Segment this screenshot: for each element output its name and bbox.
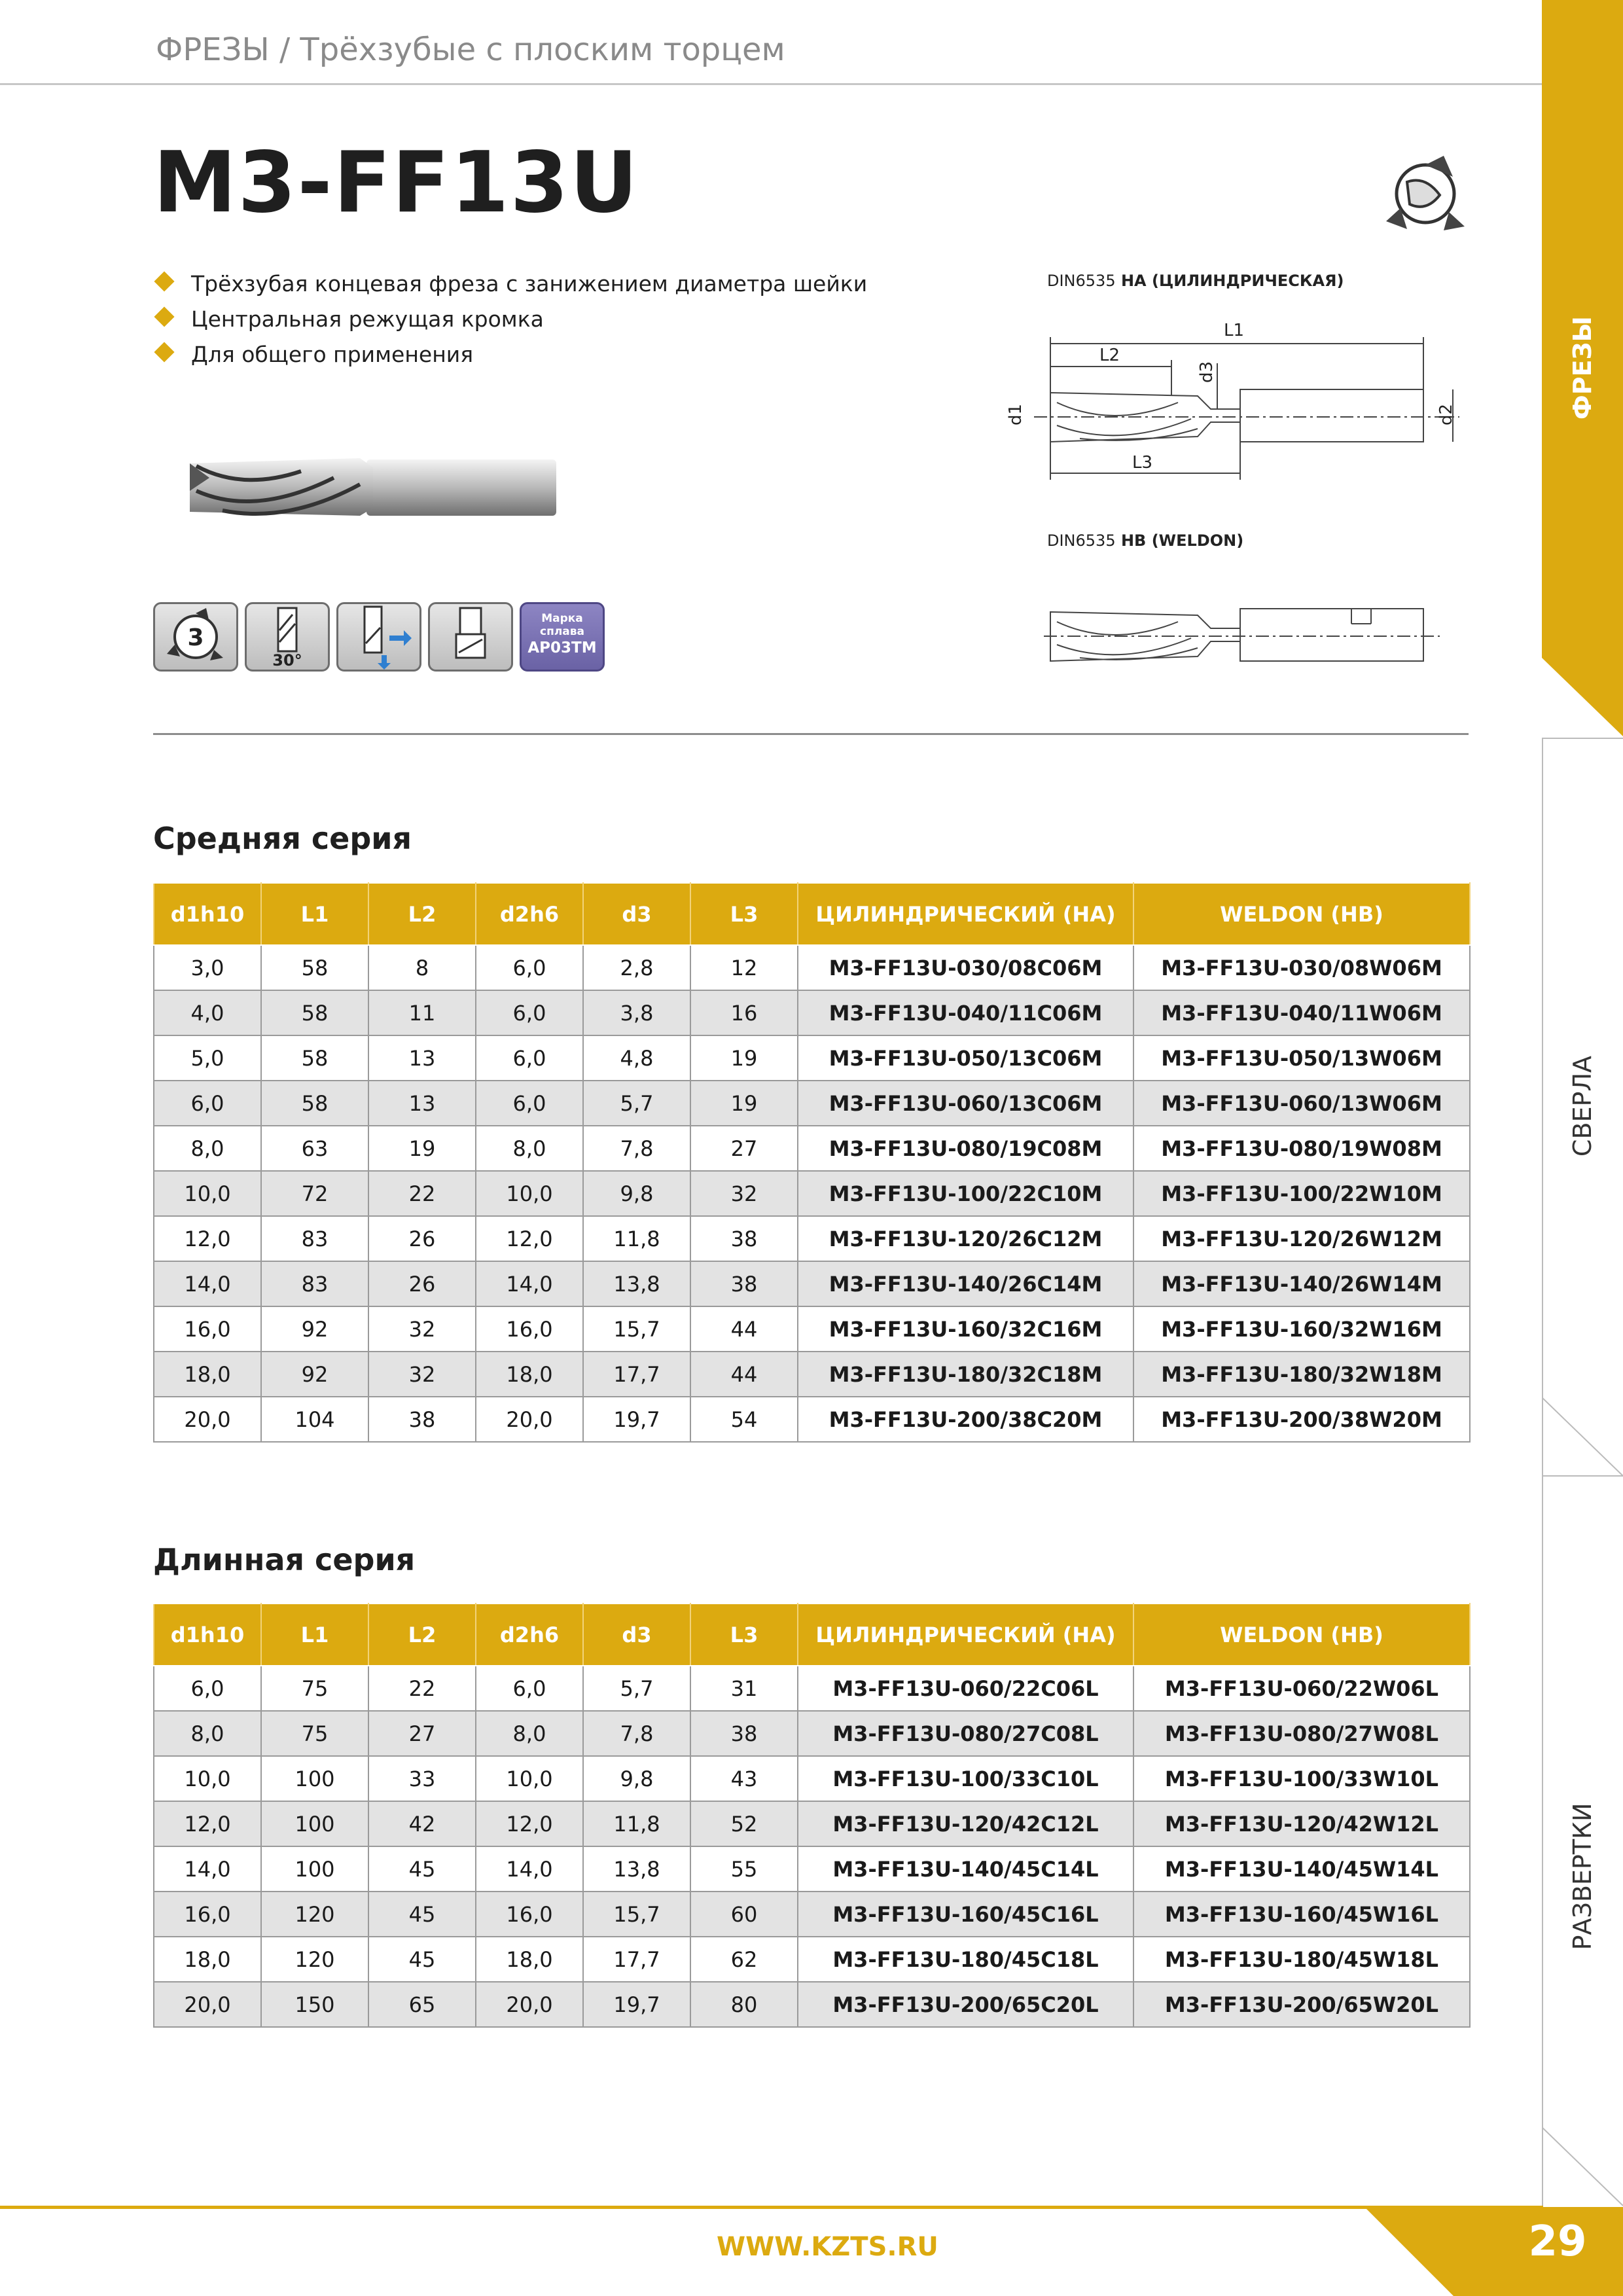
dimension-cell: 8,0 <box>476 1711 583 1756</box>
article-code-cell: M3-FF13U-060/22W06L <box>1133 1666 1470 1711</box>
article-code-cell: M3-FF13U-120/26W12M <box>1133 1216 1470 1261</box>
helix-angle-badge <box>245 602 330 672</box>
dimension-cell: 58 <box>261 1081 368 1126</box>
dimension-cell: 22 <box>368 1666 476 1711</box>
article-code-cell: M3-FF13U-160/32C16M <box>798 1306 1133 1352</box>
column-header: WELDON (HB) <box>1133 1604 1470 1666</box>
article-code-cell: M3-FF13U-180/32C18M <box>798 1352 1133 1397</box>
end-mill-image <box>183 452 563 524</box>
article-code-cell: M3-FF13U-160/45W16L <box>1133 1892 1470 1937</box>
drawing-ha-title: DIN6535 HA (ЦИЛИНДРИЧЕСКАЯ) <box>1047 272 1344 290</box>
plunge-side-cut-icon <box>338 604 419 670</box>
table-header-row <box>154 1604 1470 1666</box>
column-header: L3 <box>690 883 798 945</box>
article-code-cell: M3-FF13U-200/65C20L <box>798 1982 1133 2027</box>
drawing-hb <box>1044 599 1450 674</box>
side-tab-milling[interactable]: ФРЕЗЫ <box>1568 316 1597 420</box>
dimension-cell: 38 <box>690 1711 798 1756</box>
svg-text:3: 3 <box>187 624 204 651</box>
bullet-diamond-icon <box>154 306 174 327</box>
dimension-cell: 5,0 <box>154 1035 261 1081</box>
dimension-cell: 42 <box>368 1801 476 1846</box>
dimension-cell: 8,0 <box>154 1711 261 1756</box>
dim-d3-label: d3 <box>1197 361 1217 383</box>
plunge-cut-badge <box>336 602 421 672</box>
dimension-cell: 6,0 <box>476 1081 583 1126</box>
article-code-cell: M3-FF13U-200/65W20L <box>1133 1982 1470 2027</box>
dimension-cell: 12,0 <box>154 1801 261 1846</box>
article-code-cell: M3-FF13U-140/26C14M <box>798 1261 1133 1306</box>
article-code-cell: M3-FF13U-180/45C18L <box>798 1937 1133 1982</box>
article-code-cell: M3-FF13U-030/08C06M <box>798 945 1133 990</box>
dimension-cell: 45 <box>368 1846 476 1892</box>
dimension-cell: 38 <box>690 1261 798 1306</box>
dimension-cell: 16 <box>690 990 798 1035</box>
table-row <box>154 1846 1470 1892</box>
article-code-cell: M3-FF13U-200/38C20M <box>798 1397 1133 1442</box>
dimension-cell: 5,7 <box>583 1081 690 1126</box>
dimension-cell: 6,0 <box>476 990 583 1035</box>
dimension-cell: 12,0 <box>476 1801 583 1846</box>
feature-item: Трёхзубая концевая фреза с занижением диаметра шейки <box>157 271 867 296</box>
dimension-cell: 38 <box>368 1397 476 1442</box>
article-code-cell: M3-FF13U-100/33W10L <box>1133 1756 1470 1801</box>
teeth-count-badge <box>153 602 238 672</box>
dimension-cell: 11 <box>368 990 476 1035</box>
dimension-cell: 13,8 <box>583 1261 690 1306</box>
dimension-cell: 18,0 <box>476 1937 583 1982</box>
section-divider <box>153 733 1469 735</box>
article-code-cell: M3-FF13U-160/45C16L <box>798 1892 1133 1937</box>
dimension-cell: 54 <box>690 1397 798 1442</box>
dimension-cell: 27 <box>368 1711 476 1756</box>
dimension-cell: 32 <box>368 1306 476 1352</box>
dimension-cell: 83 <box>261 1261 368 1306</box>
table-row <box>154 1171 1470 1216</box>
table-header-row <box>154 883 1470 945</box>
dimension-cell: 58 <box>261 945 368 990</box>
dimension-cell: 14,0 <box>154 1846 261 1892</box>
bullet-diamond-icon <box>154 271 174 291</box>
dimension-cell: 10,0 <box>154 1171 261 1216</box>
dimension-cell: 15,7 <box>583 1892 690 1937</box>
dimension-cell: 19 <box>690 1035 798 1081</box>
column-header: L1 <box>261 1604 368 1666</box>
dimension-cell: 27 <box>690 1126 798 1171</box>
dimension-cell: 6,0 <box>154 1081 261 1126</box>
table-row <box>154 1666 1470 1711</box>
dimension-cell: 19,7 <box>583 1982 690 2027</box>
alloy-grade-badge: Марка сплава AP03TM <box>520 602 605 672</box>
table-row <box>154 945 1470 990</box>
dimension-cell: 18,0 <box>154 1352 261 1397</box>
article-code-cell: M3-FF13U-050/13W06M <box>1133 1035 1470 1081</box>
article-code-cell: M3-FF13U-160/32W16M <box>1133 1306 1470 1352</box>
table-row <box>154 1756 1470 1801</box>
column-header: L1 <box>261 883 368 945</box>
dimension-cell: 38 <box>690 1216 798 1261</box>
dimension-cell: 100 <box>261 1756 368 1801</box>
three-flute-section-icon <box>1381 149 1470 236</box>
table-row <box>154 990 1470 1035</box>
column-header: L2 <box>368 1604 476 1666</box>
flat-end-icon <box>430 604 511 670</box>
medium-series-title: Средняя серия <box>153 821 412 856</box>
dimension-cell: 12 <box>690 945 798 990</box>
dimension-cell: 7,8 <box>583 1711 690 1756</box>
dimension-cell: 13 <box>368 1081 476 1126</box>
dimension-cell: 4,0 <box>154 990 261 1035</box>
dimension-cell: 45 <box>368 1892 476 1937</box>
dimension-cell: 2,8 <box>583 945 690 990</box>
dimension-cell: 6,0 <box>154 1666 261 1711</box>
dimension-cell: 75 <box>261 1666 368 1711</box>
article-code-cell: M3-FF13U-120/26C12M <box>798 1216 1133 1261</box>
article-code-cell: M3-FF13U-040/11W06M <box>1133 990 1470 1035</box>
column-header: L3 <box>690 1604 798 1666</box>
article-code-cell: M3-FF13U-100/22C10M <box>798 1171 1133 1216</box>
column-header: ЦИЛИНДРИЧЕСКИЙ (HA) <box>798 883 1133 945</box>
dimension-cell: 14,0 <box>154 1261 261 1306</box>
dimension-cell: 13 <box>368 1035 476 1081</box>
dimension-cell: 44 <box>690 1352 798 1397</box>
article-code-cell: M3-FF13U-180/45W18L <box>1133 1937 1470 1982</box>
feature-item: Центральная режущая кромка <box>157 306 544 332</box>
article-code-cell: M3-FF13U-050/13C06M <box>798 1035 1133 1081</box>
table-row <box>154 1261 1470 1306</box>
column-header: d1h10 <box>154 883 261 945</box>
breadcrumb: ФРЕЗЫ / Трёхзубые с плоским торцем <box>156 31 785 68</box>
table-row <box>154 1306 1470 1352</box>
dimension-cell: 12,0 <box>154 1216 261 1261</box>
dimension-cell: 20,0 <box>476 1982 583 2027</box>
dim-l1-label: L1 <box>1224 321 1245 340</box>
dim-d1-label: d1 <box>1006 403 1026 425</box>
dimension-cell: 20,0 <box>154 1982 261 2027</box>
article-code-cell: M3-FF13U-100/22W10M <box>1133 1171 1470 1216</box>
dimension-cell: 80 <box>690 1982 798 2027</box>
website-link[interactable]: WWW.KZTS.RU <box>717 2232 938 2262</box>
dimension-cell: 9,8 <box>583 1756 690 1801</box>
table-row <box>154 1081 1470 1126</box>
dimension-cell: 14,0 <box>476 1846 583 1892</box>
article-code-cell: M3-FF13U-180/32W18M <box>1133 1352 1470 1397</box>
dimension-cell: 22 <box>368 1171 476 1216</box>
dimension-cell: 26 <box>368 1216 476 1261</box>
table-row <box>154 1982 1470 2027</box>
helix-angle-icon <box>247 604 328 670</box>
dimension-cell: 6,0 <box>476 945 583 990</box>
dimension-cell: 62 <box>690 1937 798 1982</box>
dimension-cell: 8,0 <box>476 1126 583 1171</box>
dimension-cell: 12,0 <box>476 1216 583 1261</box>
dimension-cell: 6,0 <box>476 1666 583 1711</box>
drawing-ha <box>1001 311 1479 491</box>
dimension-cell: 120 <box>261 1937 368 1982</box>
dimension-cell: 20,0 <box>154 1397 261 1442</box>
dimension-cell: 10,0 <box>476 1171 583 1216</box>
dimension-cell: 6,0 <box>476 1035 583 1081</box>
column-header: d2h6 <box>476 1604 583 1666</box>
table-row <box>154 1711 1470 1756</box>
dimension-cell: 58 <box>261 990 368 1035</box>
medium-series-table <box>153 882 1471 1443</box>
long-series-title: Длинная серия <box>153 1542 416 1577</box>
dimension-cell: 14,0 <box>476 1261 583 1306</box>
dimension-cell: 100 <box>261 1801 368 1846</box>
table-row <box>154 1216 1470 1261</box>
dim-l2-label: L2 <box>1099 346 1120 365</box>
dimension-cell: 11,8 <box>583 1216 690 1261</box>
long-series-table <box>153 1603 1471 2028</box>
dim-d2-label: d2 <box>1436 403 1456 425</box>
dimension-cell: 31 <box>690 1666 798 1711</box>
dimension-cell: 17,7 <box>583 1937 690 1982</box>
dimension-cell: 10,0 <box>476 1756 583 1801</box>
dimension-cell: 18,0 <box>476 1352 583 1397</box>
dimension-cell: 15,7 <box>583 1306 690 1352</box>
svg-text:30°: 30° <box>272 651 302 670</box>
dimension-cell: 75 <box>261 1711 368 1756</box>
article-code-cell: M3-FF13U-120/42W12L <box>1133 1801 1470 1846</box>
dimension-cell: 104 <box>261 1397 368 1442</box>
flat-end-badge <box>428 602 513 672</box>
dimension-cell: 60 <box>690 1892 798 1937</box>
dimension-cell: 17,7 <box>583 1352 690 1397</box>
dimension-cell: 32 <box>368 1352 476 1397</box>
dimension-cell: 16,0 <box>154 1306 261 1352</box>
dimension-cell: 52 <box>690 1801 798 1846</box>
dimension-cell: 10,0 <box>154 1756 261 1801</box>
dimension-cell: 33 <box>368 1756 476 1801</box>
column-header: d2h6 <box>476 883 583 945</box>
dimension-cell: 8 <box>368 945 476 990</box>
column-header: L2 <box>368 883 476 945</box>
dimension-cell: 72 <box>261 1171 368 1216</box>
dimension-cell: 43 <box>690 1756 798 1801</box>
dimension-cell: 65 <box>368 1982 476 2027</box>
table-row <box>154 1397 1470 1442</box>
dimension-cell: 16,0 <box>476 1306 583 1352</box>
dimension-cell: 100 <box>261 1846 368 1892</box>
dimension-cell: 63 <box>261 1126 368 1171</box>
article-code-cell: M3-FF13U-140/26W14M <box>1133 1261 1470 1306</box>
dimension-cell: 3,8 <box>583 990 690 1035</box>
dimension-cell: 150 <box>261 1982 368 2027</box>
dimension-cell: 19 <box>368 1126 476 1171</box>
article-code-cell: M3-FF13U-060/22C06L <box>798 1666 1133 1711</box>
article-code-cell: M3-FF13U-040/11C06M <box>798 990 1133 1035</box>
dimension-cell: 32 <box>690 1171 798 1216</box>
drawing-hb-title: DIN6535 HB (WELDON) <box>1047 531 1244 550</box>
dimension-cell: 55 <box>690 1846 798 1892</box>
dimension-cell: 13,8 <box>583 1846 690 1892</box>
article-code-cell: M3-FF13U-030/08W06M <box>1133 945 1470 990</box>
dimension-cell: 20,0 <box>476 1397 583 1442</box>
dimension-cell: 16,0 <box>476 1892 583 1937</box>
dimension-cell: 58 <box>261 1035 368 1081</box>
article-code-cell: M3-FF13U-060/13W06M <box>1133 1081 1470 1126</box>
article-code-cell: M3-FF13U-140/45C14L <box>798 1846 1133 1892</box>
column-header: WELDON (HB) <box>1133 883 1470 945</box>
page-title: M3-FF13U <box>153 134 639 232</box>
dimension-cell: 45 <box>368 1937 476 1982</box>
feature-item: Для общего применения <box>157 342 473 367</box>
header-divider <box>0 83 1542 85</box>
footer-divider <box>0 2206 1543 2209</box>
dimension-cell: 11,8 <box>583 1801 690 1846</box>
article-code-cell: M3-FF13U-100/33C10L <box>798 1756 1133 1801</box>
article-code-cell: M3-FF13U-120/42C12L <box>798 1801 1133 1846</box>
dimension-cell: 9,8 <box>583 1171 690 1216</box>
dimension-cell: 3,0 <box>154 945 261 990</box>
dimension-cell: 18,0 <box>154 1937 261 1982</box>
dimension-cell: 5,7 <box>583 1666 690 1711</box>
dimension-cell: 26 <box>368 1261 476 1306</box>
column-header: d1h10 <box>154 1604 261 1666</box>
side-tab-reamers[interactable]: РАЗВЕРТКИ <box>1568 1803 1597 1950</box>
article-code-cell: M3-FF13U-080/19C08M <box>798 1126 1133 1171</box>
dimension-cell: 7,8 <box>583 1126 690 1171</box>
table-row <box>154 1801 1470 1846</box>
column-header: d3 <box>583 1604 690 1666</box>
dimension-cell: 19,7 <box>583 1397 690 1442</box>
table-row <box>154 1937 1470 1982</box>
dimension-cell: 83 <box>261 1216 368 1261</box>
table-row <box>154 1035 1470 1081</box>
page-number: 29 <box>1528 2217 1587 2266</box>
column-header: d3 <box>583 883 690 945</box>
article-code-cell: M3-FF13U-080/27W08L <box>1133 1711 1470 1756</box>
table-row <box>154 1352 1470 1397</box>
table-row <box>154 1892 1470 1937</box>
column-header: ЦИЛИНДРИЧЕСКИЙ (HA) <box>798 1604 1133 1666</box>
dimension-cell: 120 <box>261 1892 368 1937</box>
dimension-cell: 4,8 <box>583 1035 690 1081</box>
dim-l3-label: L3 <box>1132 453 1153 473</box>
dimension-cell: 92 <box>261 1306 368 1352</box>
article-code-cell: M3-FF13U-060/13C06M <box>798 1081 1133 1126</box>
dimension-cell: 19 <box>690 1081 798 1126</box>
dimension-cell: 8,0 <box>154 1126 261 1171</box>
article-code-cell: M3-FF13U-080/19W08M <box>1133 1126 1470 1171</box>
bullet-diamond-icon <box>154 342 174 362</box>
dimension-cell: 92 <box>261 1352 368 1397</box>
three-teeth-icon <box>155 604 236 670</box>
dimension-cell: 44 <box>690 1306 798 1352</box>
article-code-cell: M3-FF13U-200/38W20M <box>1133 1397 1470 1442</box>
article-code-cell: M3-FF13U-140/45W14L <box>1133 1846 1470 1892</box>
table-row <box>154 1126 1470 1171</box>
side-tab-drills[interactable]: СВЕРЛА <box>1568 1055 1597 1157</box>
dimension-cell: 16,0 <box>154 1892 261 1937</box>
article-code-cell: M3-FF13U-080/27C08L <box>798 1711 1133 1756</box>
